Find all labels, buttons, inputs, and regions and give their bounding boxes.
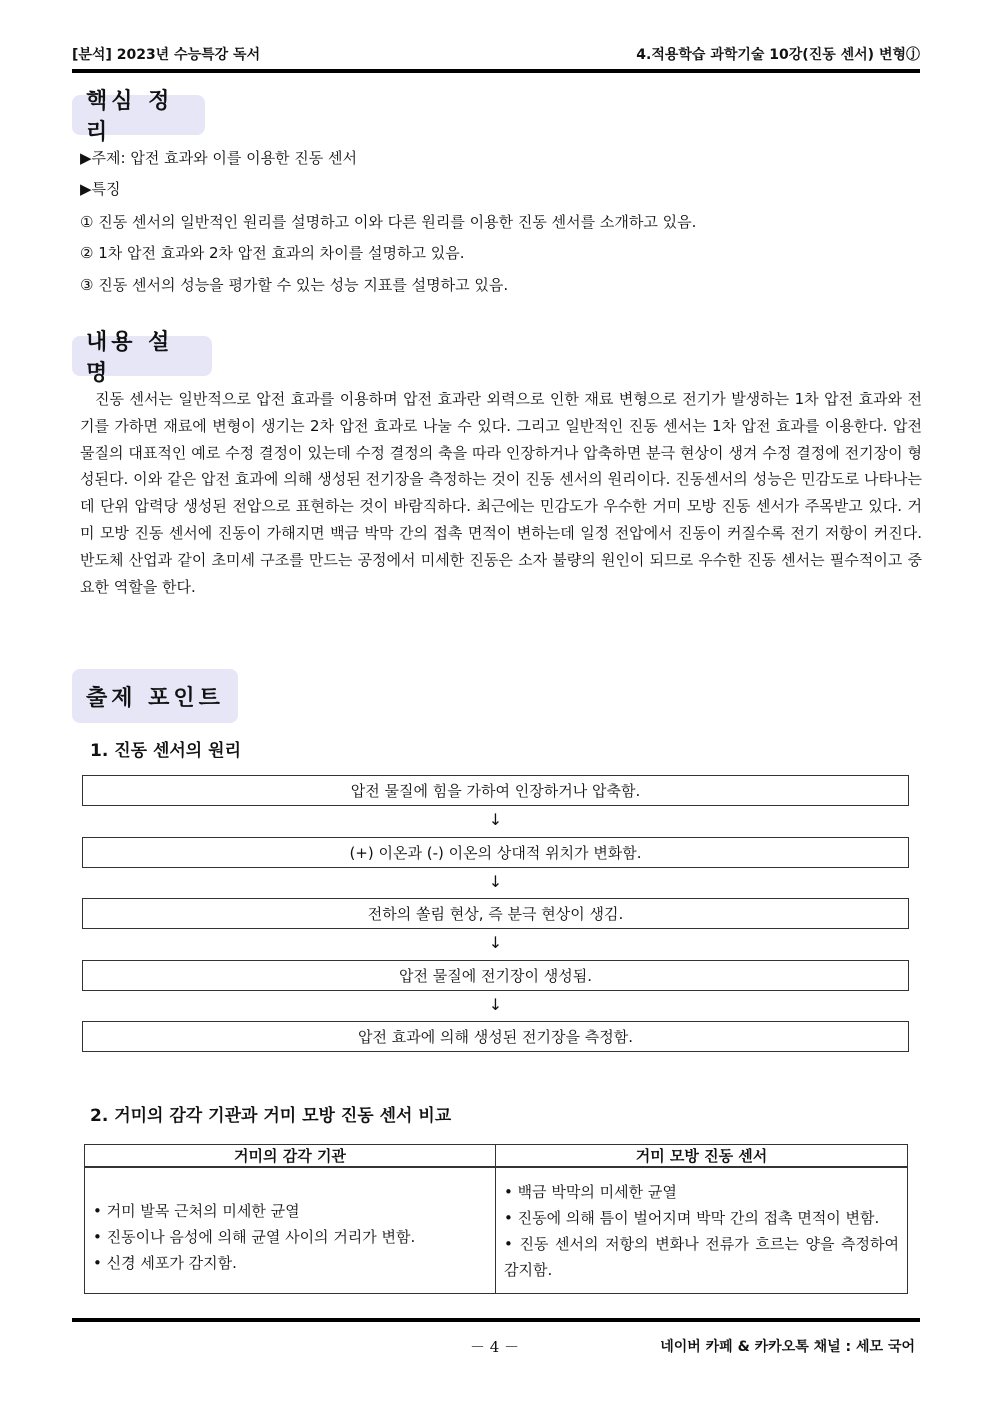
flow-arrow-2: ↓ xyxy=(488,872,503,891)
flow-step-4: 압전 물질에 전기장이 생성됨. xyxy=(82,960,909,991)
flow-step-2: (+) 이온과 (-) 이온의 상대적 위치가 변화함. xyxy=(82,837,909,868)
topic-line: ▶주제: 압전 효과와 이를 이용한 진동 센서 xyxy=(80,149,358,167)
footer-channel: 네이버 카페 & 카카오톡 채널 : 세모 국어 xyxy=(660,1339,915,1355)
list-item: • 진동 센서의 저항의 변화나 전류가 흐르는 양을 측정하여 감지함. xyxy=(504,1234,899,1279)
section-title-summary: 핵심 정리 xyxy=(72,95,205,135)
explanation-paragraph: 진동 센서는 일반적으로 압전 효과를 이용하며 압전 효과란 외력으로 인한 재료 변형으로 전기가 발생하는 1차 압전 효과와 전기를 가하면 재료에 변형이 생기는 2차 압전 효과로 나눌 수 있다. 그리고 일반적인 진동 센서는 1차 압전 효과를 이용한다. 압전 물질의 대표적인 예로 수정 결정이 있는데 수정 결정의 축을 따라 인장하거나 압축하면 분극 현상이 생겨 수정 결정에 전기장이 형성된다. 이와 같은 압전 효과에 의해 생성된 전기장을 측정하는 것이 진동 센서의 원리이다. 진동센서의 성능은 민감도로 나타나는데 단위 압력당 생성된 전압으로 표현하는 것이 바람직하다. 최근에는 민감도가 우수한 거미 모방 진동 센서가 주목받고 있다. 거미 모방 진동 센서에 진동이 가해지면 백금 박막 간의 접촉 면적이 변하는데 일정 전압에서 진동이 커질수록 전기 저항이 커진다. 반도체 산업과 같이 초미세 구조를 만드는 공정에서 미세한 진동은 소자 불량의 원인이 되므로 우수한 진동 센서는 필수적이고 중요한 역할을 한다. xyxy=(80,390,922,596)
list-item: • 신경 세포가 감지함. xyxy=(93,1253,237,1272)
features-label: ▶특징 xyxy=(80,180,121,198)
table-header-row xyxy=(85,1145,908,1168)
flow-step-1: 압전 물질에 힘을 가하여 인장하거나 압축함. xyxy=(82,775,909,806)
section-title-exam-points: 출제 포인트 xyxy=(72,669,238,723)
feature-item-1: ① 진동 센서의 일반적인 원리를 설명하고 이와 다른 원리를 이용한 진동 센서를 소개하고 있음. xyxy=(80,213,697,231)
spider-sensor-cell xyxy=(496,1167,908,1294)
table-row xyxy=(85,1167,908,1294)
list-item: • 거미 발목 근처의 미세한 균열 xyxy=(93,1201,300,1220)
flow-arrow-3: ↓ xyxy=(488,933,503,952)
flow-arrow-4: ↓ xyxy=(488,995,503,1014)
page-number: － 4 － xyxy=(470,1338,520,1356)
table-header-spider: 거미의 감각 기관 xyxy=(85,1145,496,1168)
list-item: • 진동에 의해 틈이 벌어지며 박막 간의 접촉 면적이 변함. xyxy=(504,1208,880,1227)
feature-item-3: ③ 진동 센서의 성능을 평가할 수 있는 성능 지표를 설명하고 있음. xyxy=(80,276,509,294)
point2-heading: 2. 거미의 감각 기관과 거미 모방 진동 센서 비교 xyxy=(90,1106,452,1126)
header-left: [분석] 2023년 수능특강 독서 xyxy=(72,47,261,63)
spider-organ-cell xyxy=(85,1167,496,1294)
table-header-sensor: 거미 모방 진동 센서 xyxy=(496,1145,908,1168)
flow-arrow-1: ↓ xyxy=(488,810,503,829)
feature-item-2: ② 1차 압전 효과와 2차 압전 효과의 차이를 설명하고 있음. xyxy=(80,244,465,262)
list-item: • 진동이나 음성에 의해 균열 사이의 거리가 변함. xyxy=(93,1227,416,1246)
footer-rule xyxy=(72,1318,920,1322)
comparison-table xyxy=(84,1144,908,1294)
section-title-explanation: 내용 설명 xyxy=(72,336,212,376)
list-item: • 백금 박막의 미세한 균열 xyxy=(504,1182,677,1201)
header-right: 4.적용학습 과학기술 10강(진동 센서) 변형ⓙ xyxy=(636,47,920,63)
flow-step-3: 전하의 쏠림 현상, 즉 분극 현상이 생김. xyxy=(82,898,909,929)
point1-heading: 1. 진동 센서의 원리 xyxy=(90,741,241,761)
flow-step-5: 압전 효과에 의해 생성된 전기장을 측정함. xyxy=(82,1021,909,1052)
header-rule xyxy=(72,69,920,73)
page-header xyxy=(72,44,920,66)
